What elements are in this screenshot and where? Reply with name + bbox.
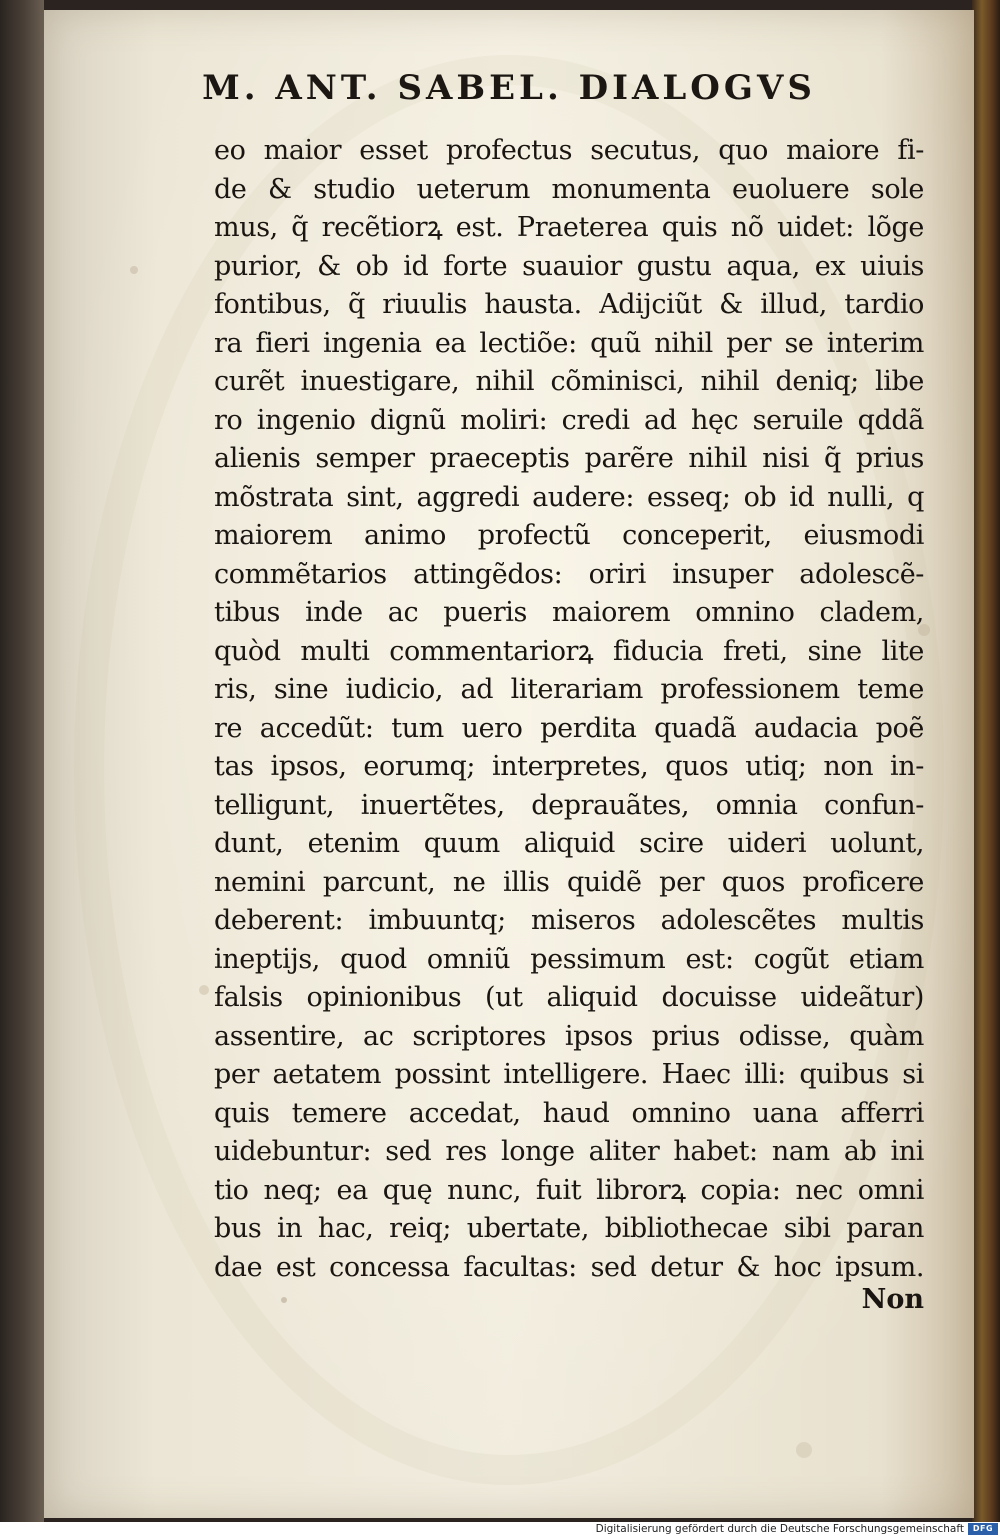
text-line: eo maior esset profectus secutus, quo maiore fi-	[214, 135, 924, 166]
text-line: nemini parcunt, ne illis quidẽ per quos proficere	[214, 866, 924, 898]
text-line: quis temere accedat, haud omnino uana afferri	[214, 1097, 924, 1129]
text-line: fontibus, q̃ riuulis hausta. Adijciũt & illud, tardio	[214, 289, 924, 320]
text-line: curẽt inuestigare, nihil cõminisci, nihil deniq; libe	[214, 366, 924, 397]
text-line: mus, q̃ recẽtiorꝝ est. Praeterea quis nõ uidet: lõge	[214, 212, 924, 243]
text-line: falsis opinionibus (ut aliquid docuisse uideãtur)	[214, 982, 924, 1013]
book-page	[44, 10, 974, 1518]
text-line: ra fieri ingenia ea lectiõe: quũ nihil per se interim	[214, 327, 924, 359]
text-line: maiorem animo profectũ conceperit, eiusmodi	[214, 520, 924, 551]
text-line: commẽtarios attingẽdos: oriri insuper adolescẽ-	[214, 558, 924, 590]
text-line: tibus inde ac pueris maiorem omnino cladem,	[214, 597, 924, 628]
funding-credit: Digitalisierung gefördert durch die Deutsche Forschungsgemeinschaft	[595, 1523, 964, 1535]
text-line: assentire, ac scriptores ipsos prius odisse, quàm	[214, 1020, 924, 1052]
text-line: re accedũt: tum uero perdita quadã audacia poẽ	[214, 712, 924, 744]
book-edge-left	[0, 0, 44, 1522]
text-line: ro ingenio dignũ moliri: credi ad hęc seruile qddã	[214, 404, 924, 436]
text-line: dae est concessa facultas: sed detur & hoc ipsum.	[214, 1251, 924, 1283]
text-line: bus in hac, reiq; ubertate, bibliothecae sibi paran	[214, 1213, 924, 1244]
text-line: tas ipsos, eorumq; interpretes, quos utiq; non in-	[214, 751, 924, 782]
body-text	[214, 132, 924, 1287]
catchword: Non	[861, 1284, 924, 1315]
text-line: ris, sine iudicio, ad literariam professionem teme	[214, 674, 924, 705]
text-line: purior, & ob id forte suauior gustu aqua, ex uiuis	[214, 250, 924, 282]
text-line: de & studio ueterum monumenta euoluere sole	[214, 173, 924, 205]
text-line: tio neq; ea quę nunc, fuit librorꝝ copia: nec omni	[214, 1174, 924, 1206]
footer-bar	[0, 1522, 1000, 1536]
dfg-logo: DFG	[968, 1523, 998, 1535]
text-line: quòd multi commentariorꝝ fiducia freti, sine lite	[214, 635, 924, 667]
text-line: ineptijs, quod omniũ pessimum est: cogũt etiam	[214, 943, 924, 975]
text-line: telligunt, inuertẽtes, deprauãtes, omnia confun-	[214, 789, 924, 821]
text-line: dunt, etenim quum aliquid scire uideri uolunt,	[214, 828, 924, 859]
book-binding-right	[972, 0, 1000, 1522]
text-line: deberent: imbuuntq; miseros adolescẽtes multis	[214, 905, 924, 936]
text-line: per aetatem possint intelligere. Haec illi: quibus si	[214, 1059, 924, 1090]
text-line: alienis semper praeceptis parẽre nihil nisi q̃ prius	[214, 443, 924, 474]
running-head: M. ANT. SABEL. DIALOGVS	[202, 68, 816, 108]
text-line: mõstrata sint, aggredi audere: esseq; ob id nulli, q	[214, 481, 924, 513]
text-line: uidebuntur: sed res longe aliter habet: nam ab ini	[214, 1136, 924, 1167]
